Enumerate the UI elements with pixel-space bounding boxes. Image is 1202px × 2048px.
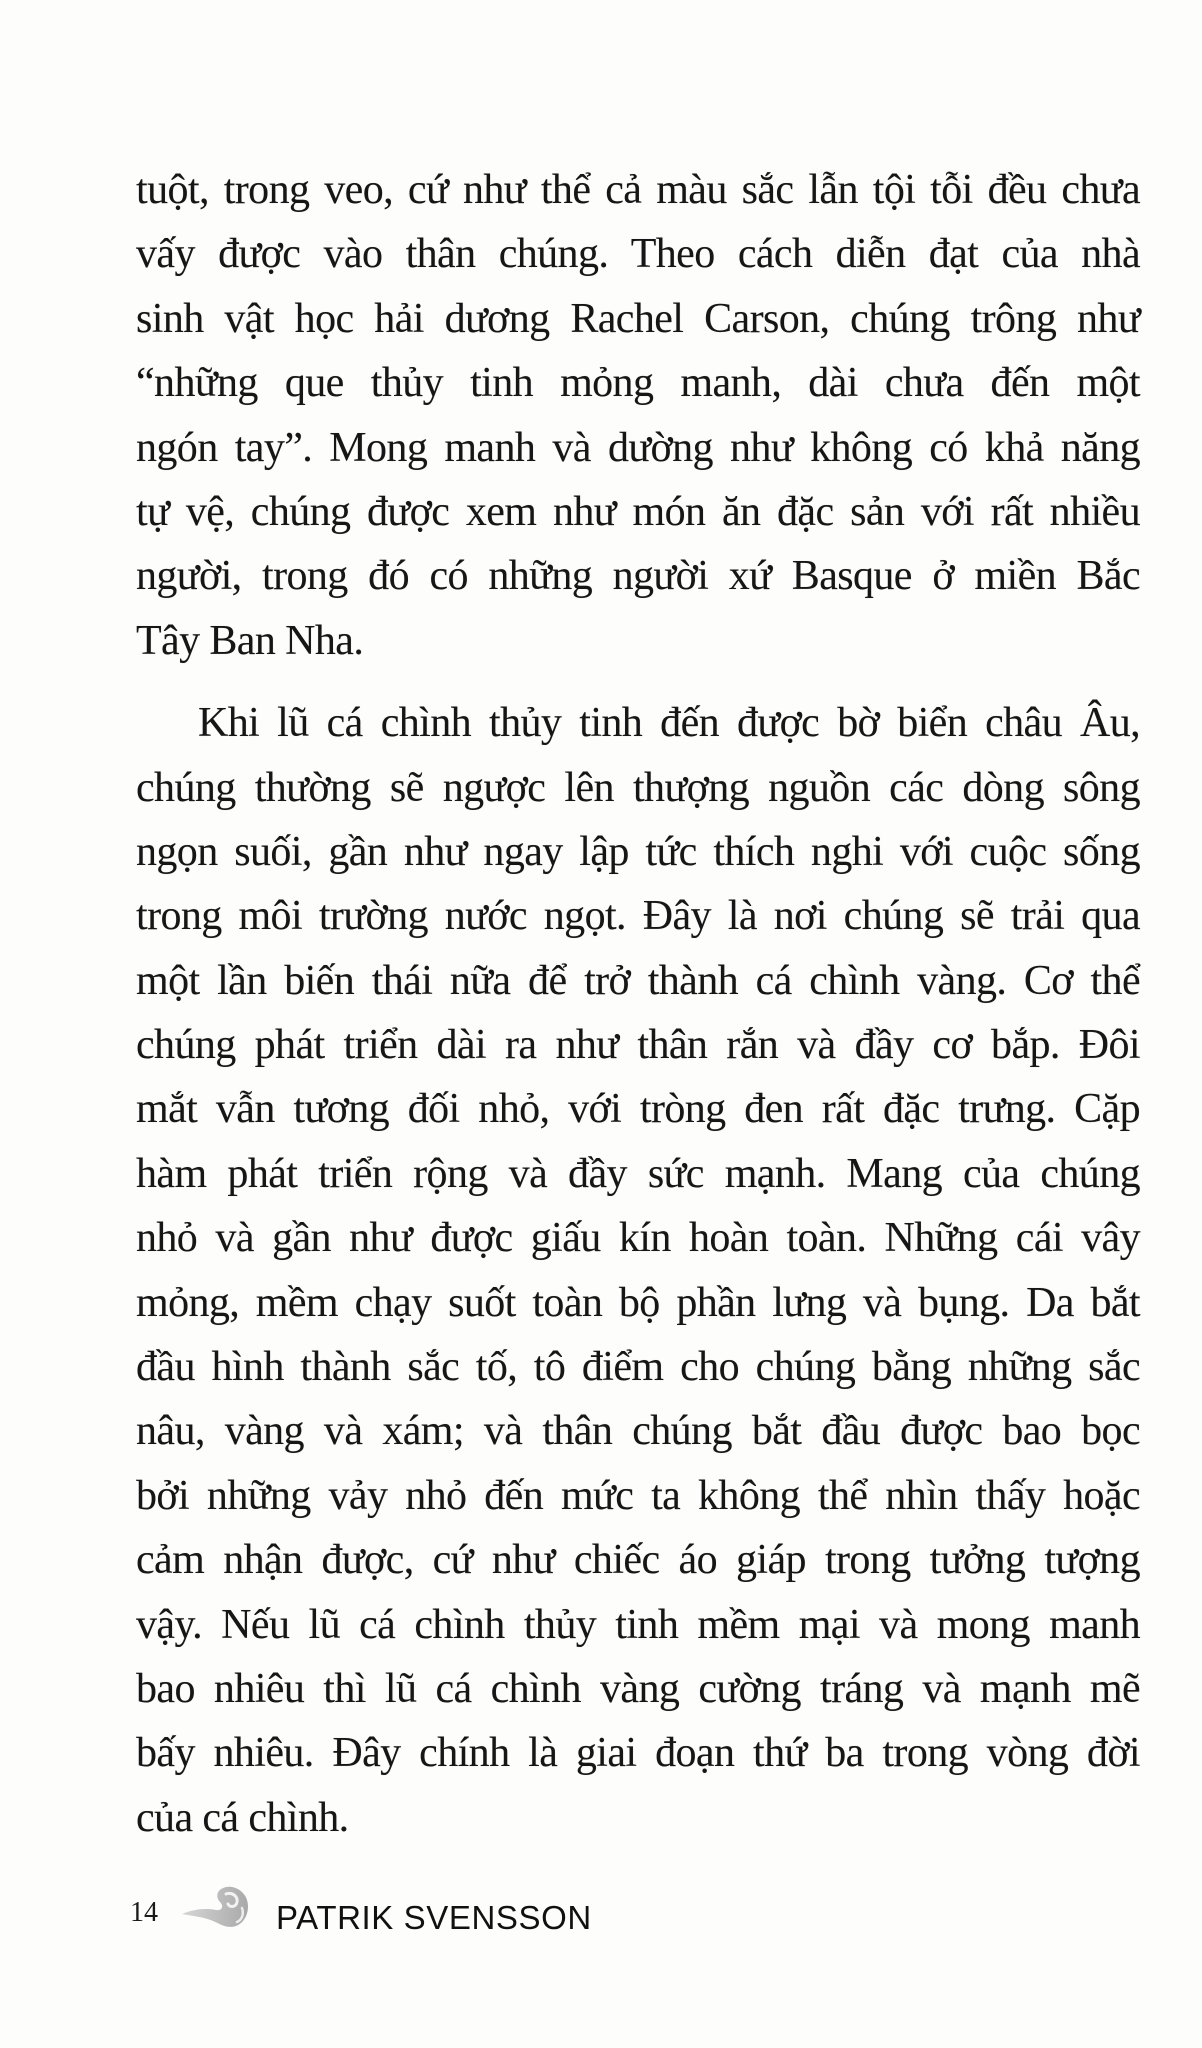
author-name: PATRIK SVENSSON [276, 1899, 592, 1936]
text-line: chúng phát triển dài ra như thân rắn và đầy cơ bắp. Đôi [136, 1022, 1140, 1069]
text-line: chúng thường sẽ ngược lên thượng nguồn các dòng sông [136, 764, 1140, 811]
text-line: Khi lũ cá chình thủy tinh đến được bờ biển châu Âu, [198, 700, 1140, 747]
text-line: một lần biến thái nữa để trở thành cá chình vàng. Cơ thể [136, 957, 1140, 1004]
text-line: bởi những vảy nhỏ đến mức ta không thể nhìn thấy hoặc [136, 1472, 1140, 1519]
text-line: mỏng, mềm chạy suốt toàn bộ phần lưng và bụng. Da bắt [136, 1279, 1140, 1326]
text-line: của cá chình. [136, 1794, 349, 1841]
text-line: bấy nhiêu. Đây chính là giai đoạn thứ ba trong vòng đời [136, 1730, 1140, 1777]
page-number: 14 [130, 1897, 158, 1928]
text-line: đầu hình thành sắc tố, tô điểm cho chúng bằng những sắc [136, 1344, 1140, 1391]
text-line: bao nhiêu thì lũ cá chình vàng cường tráng và mạnh mẽ [136, 1665, 1140, 1712]
text-line: sinh vật học hải dương Rachel Carson, chúng trông như [136, 295, 1140, 342]
paragraph-2 [136, 691, 1140, 1850]
page-footer [130, 1880, 830, 1940]
text-line: người, trong đó có những người xứ Basque ở miền Bắc [136, 553, 1140, 600]
text-line: Tây Ban Nha. [136, 617, 364, 664]
text-line: cảm nhận được, cứ như chiếc áo giáp trong tưởng tượng [136, 1537, 1140, 1584]
text-line: nhỏ và gần như được giấu kín hoàn toàn. Những cái vây [136, 1215, 1140, 1262]
text-line: ngón tay”. Mong manh và dường như không có khả năng [136, 424, 1140, 471]
text-line: vậy. Nếu lũ cá chình thủy tinh mềm mại và mong manh [136, 1601, 1140, 1648]
text-line: “những que thủy tinh mỏng manh, dài chưa đến một [136, 360, 1140, 407]
text-line: tuột, trong veo, cứ như thể cả màu sắc lẫn tội tỗi đều chưa [136, 167, 1140, 213]
text-line: trong môi trường nước ngọt. Đây là nơi chúng sẽ trải qua [136, 893, 1140, 940]
text-line: nâu, vàng và xám; và thân chúng bắt đầu được bao bọc [136, 1408, 1140, 1455]
body-text [136, 158, 1140, 1850]
text-line: vấy được vào thân chúng. Theo cách diễn đạt của nhà [136, 231, 1140, 278]
text-line: ngọn suối, gần như ngay lập tức thích nghi với cuộc sống [136, 828, 1140, 875]
text-line: tự vệ, chúng được xem như món ăn đặc sản với rất nhiều [136, 488, 1140, 535]
swirl-icon [180, 1882, 254, 1930]
text-line: mắt vẫn tương đối nhỏ, với tròng đen rất đặc trưng. Cặp [136, 1086, 1140, 1133]
paragraph-1 [136, 158, 1140, 673]
text-line: hàm phát triển rộng và đầy sức mạnh. Mang của chúng [136, 1150, 1140, 1197]
